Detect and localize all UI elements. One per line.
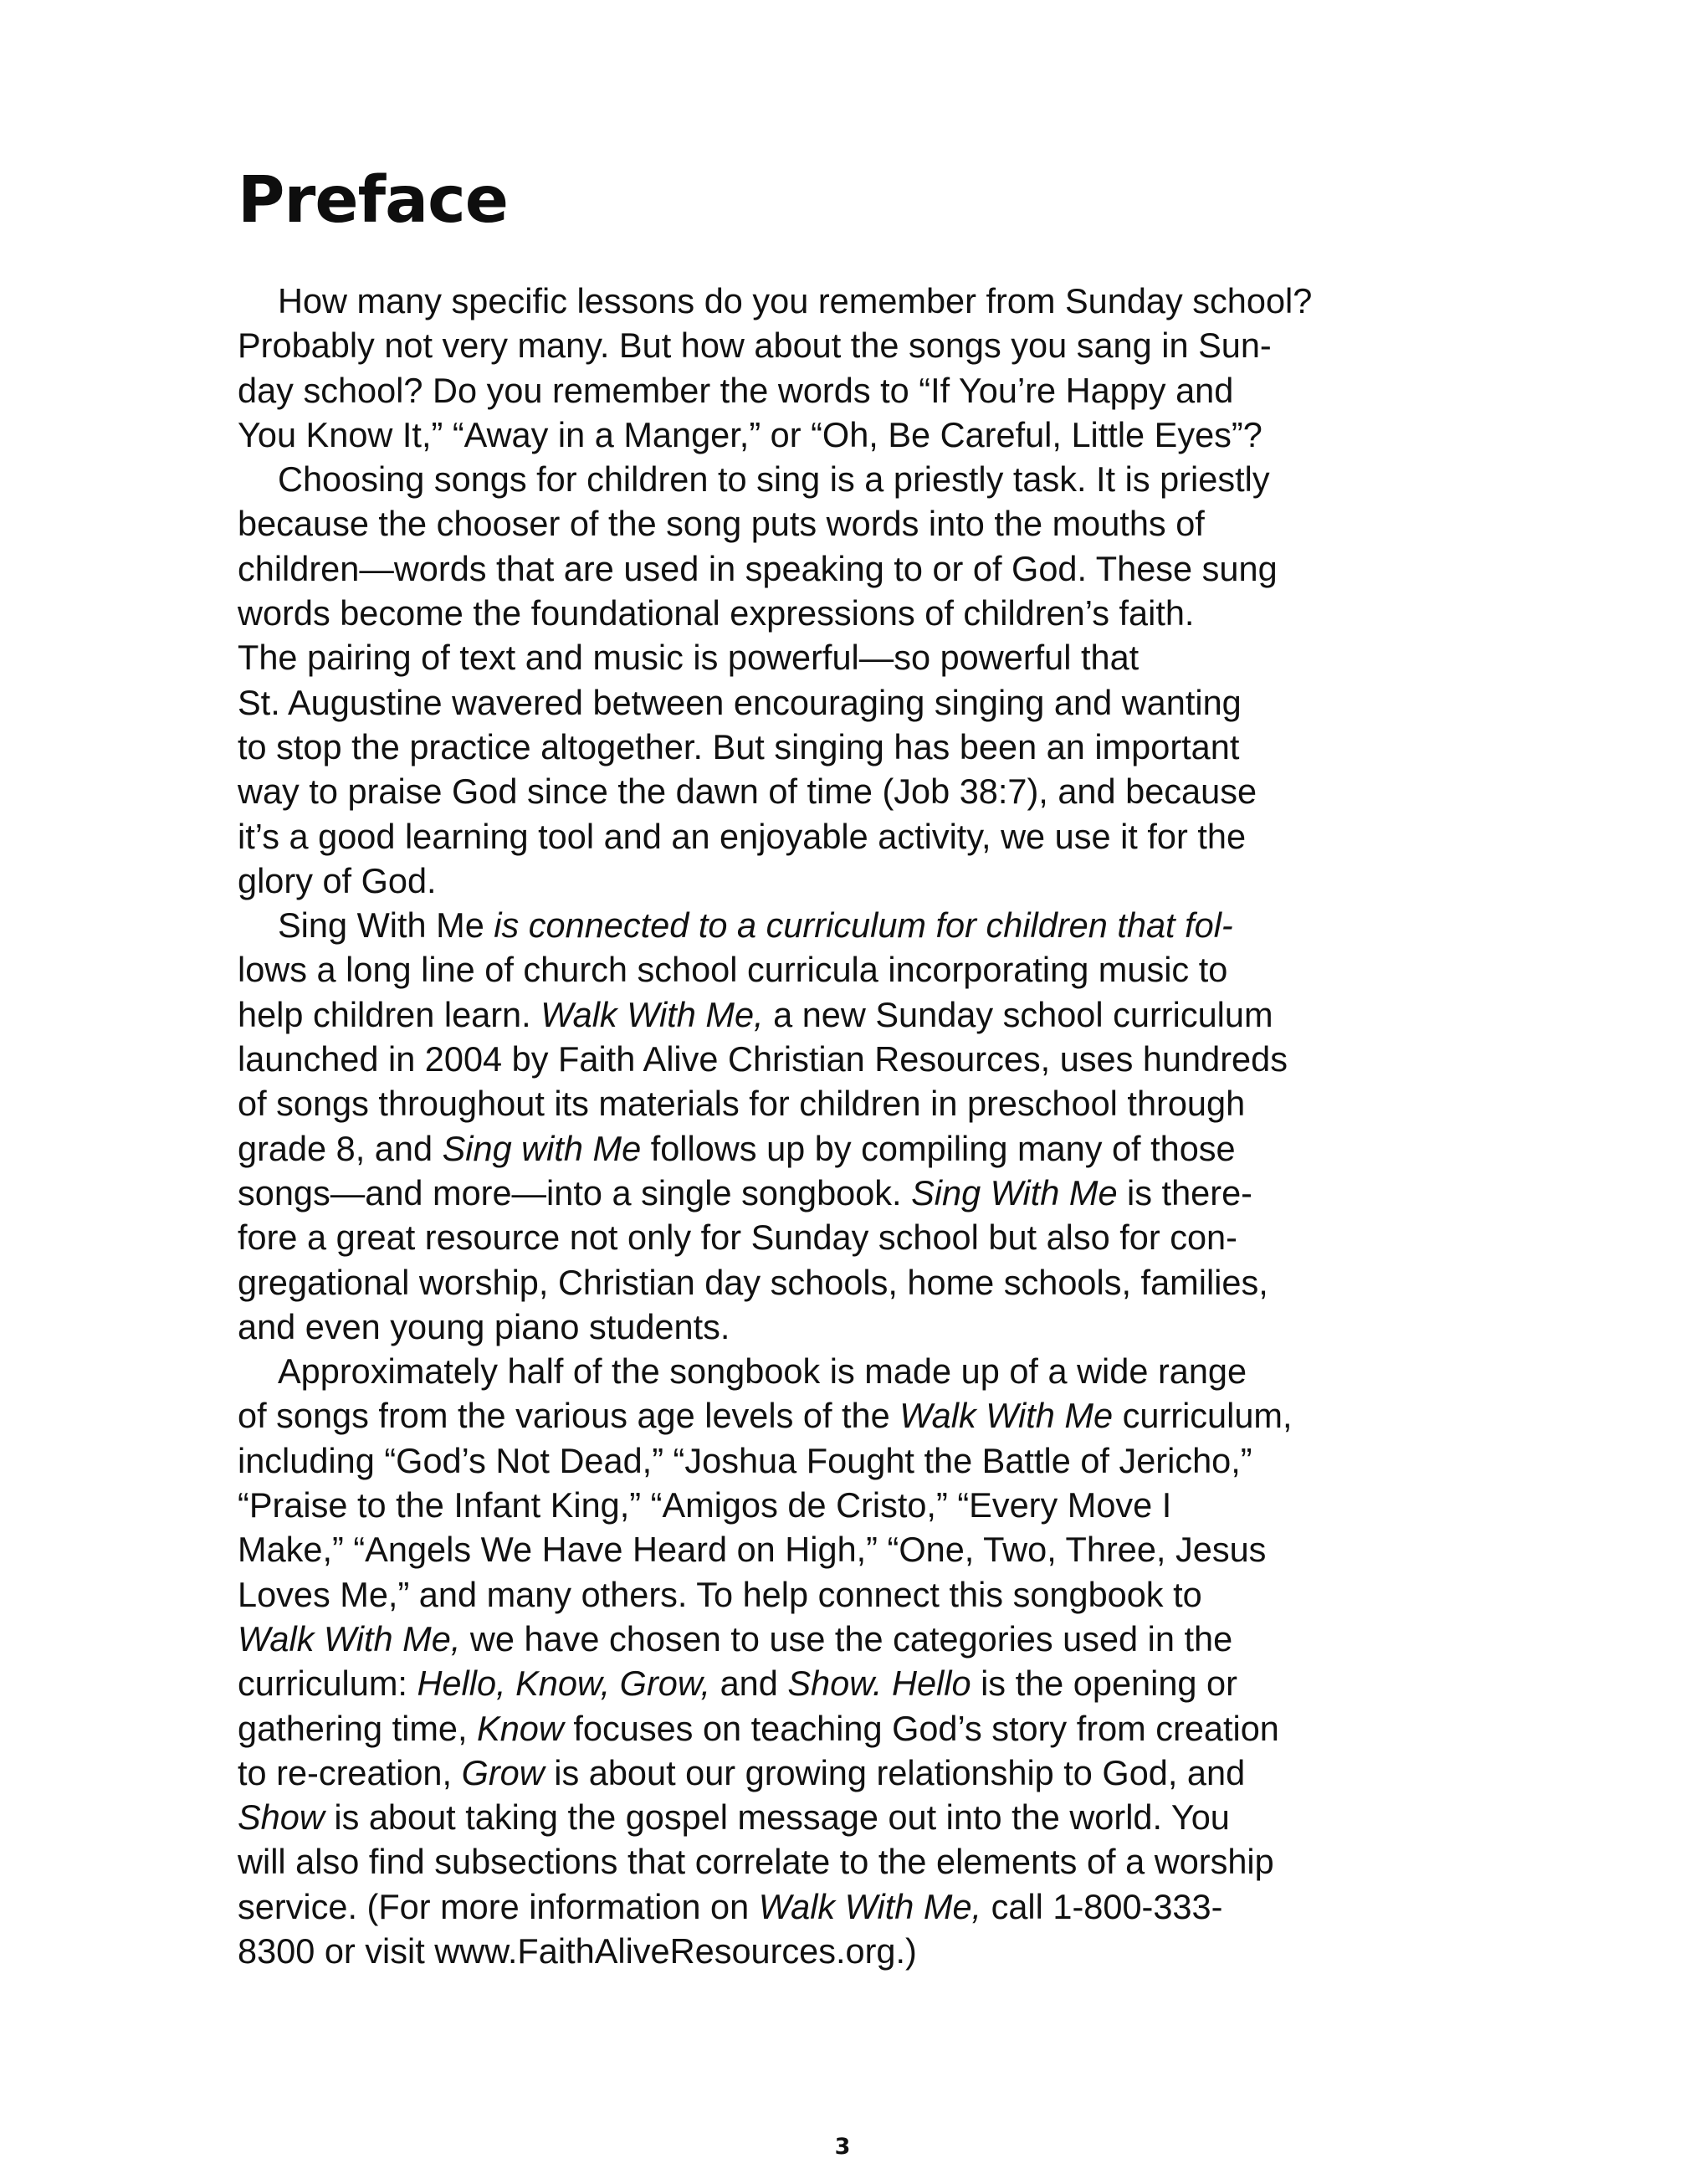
text-segment: a new Sunday school curriculum — [763, 994, 1273, 1034]
text-line — [238, 413, 1426, 457]
text-segment: Make,” “Angels We Have Heard on High,” “One, Two, Three, Jesus — [238, 1530, 1267, 1570]
text-segment: words become the foundational expressions of children’s faith. — [238, 593, 1195, 633]
page-title: Preface — [238, 163, 508, 238]
text-line — [238, 279, 1426, 323]
text-segment: is the opening or — [971, 1664, 1237, 1704]
text-segment: How many specific lessons do you remember from Sunday school? — [278, 281, 1313, 320]
text-line — [238, 368, 1426, 413]
text-segment: The pairing of text and music is powerful—so powerful that — [238, 638, 1140, 678]
text-segment: because the chooser of the song puts words into the mouths of — [238, 504, 1205, 544]
italic-title: Show — [238, 1797, 325, 1838]
italic-title: Grow — [461, 1752, 545, 1792]
text-segment: St. Augustine wavered between encouraging singing and wanting — [238, 682, 1242, 722]
text-line — [238, 1617, 1426, 1661]
text-segment: Probably not very many. But how about the songs you sang in Sun- — [238, 326, 1272, 366]
text-segment: Sing With Me — [278, 905, 484, 946]
text-line — [238, 1661, 1426, 1705]
preface-body — [238, 279, 1426, 1973]
text-segment: and even young piano students. — [238, 1306, 730, 1346]
text-segment: focuses on teaching God’s story from creation — [563, 1708, 1279, 1748]
text-segment: of songs throughout its materials for children in preschool through — [238, 1084, 1246, 1124]
text-segment: Loves Me,” and many others. To help connect this songbook to — [238, 1574, 1202, 1614]
text-line — [238, 635, 1426, 679]
text-segment: curriculum: — [238, 1664, 417, 1704]
text-line — [238, 992, 1426, 1037]
text-line — [238, 1260, 1426, 1305]
text-line — [238, 1706, 1426, 1751]
text-line — [238, 1929, 1426, 1973]
text-segment: and — [710, 1664, 788, 1704]
text-line — [238, 591, 1426, 635]
text-segment: is about taking the gospel message out into the world. You — [324, 1797, 1230, 1838]
text-line — [238, 769, 1426, 813]
italic-title: is connected to a curriculum for children that fol- — [484, 905, 1233, 946]
text-line — [238, 1527, 1426, 1571]
text-line — [238, 1171, 1426, 1215]
italic-title: Show. — [787, 1664, 883, 1704]
text-segment: follows up by compiling many of those — [641, 1128, 1236, 1168]
text-line — [238, 1393, 1426, 1438]
page-number: 3 — [834, 2134, 851, 2160]
text-segment: fore a great resource not only for Sunday school but also for con- — [238, 1218, 1237, 1258]
text-line — [238, 1839, 1426, 1884]
text-segment: is there- — [1117, 1172, 1252, 1212]
text-segment: we have chosen to use the categories used in the — [460, 1618, 1233, 1659]
text-line — [238, 1305, 1426, 1349]
text-segment: You Know It,” “Away in a Manger,” or “Oh, Be Careful, Little Eyes”? — [238, 414, 1262, 454]
text-line — [238, 1037, 1426, 1081]
paragraph — [238, 1349, 1426, 1973]
text-segment: is about our growing relationship to God, and — [544, 1752, 1246, 1792]
text-line — [238, 501, 1426, 546]
italic-title: Walk With Me, — [758, 1886, 982, 1926]
text-line — [238, 1483, 1426, 1527]
italic-title: Walk With Me, — [540, 994, 764, 1034]
text-line — [238, 1438, 1426, 1483]
text-line — [238, 903, 1426, 947]
text-line — [238, 323, 1426, 367]
italic-title: Know — [477, 1708, 564, 1748]
text-segment: to re-creation, — [238, 1752, 462, 1792]
text-segment: Approximately half of the songbook is made up of a wide range — [278, 1351, 1247, 1392]
paragraph — [238, 279, 1426, 457]
text-segment: service. (For more information on — [238, 1886, 759, 1926]
text-segment: it’s a good learning tool and an enjoyable activity, we use it for the — [238, 816, 1247, 856]
text-segment: of songs from the various age levels of the — [238, 1396, 900, 1436]
text-segment: launched in 2004 by Faith Alive Christian Resources, uses hundreds — [238, 1039, 1288, 1079]
text-line — [238, 859, 1426, 903]
text-segment: call 1-800-333- — [981, 1886, 1223, 1926]
text-line — [238, 947, 1426, 992]
text-line — [238, 1349, 1426, 1393]
text-line — [238, 1126, 1426, 1171]
paragraph — [238, 903, 1426, 1349]
text-line — [238, 814, 1426, 859]
text-line — [238, 1751, 1426, 1795]
text-segment: way to praise God since the dawn of time (Job 38:7), and because — [238, 772, 1257, 812]
text-segment: “Praise to the Infant King,” “Amigos de Cristo,” “Every Move I — [238, 1485, 1172, 1525]
text-segment: to stop the practice altogether. But singing has been an important — [238, 726, 1240, 766]
text-segment: Choosing songs for children to sing is a priestly task. It is priestly — [278, 459, 1270, 500]
text-segment: glory of God. — [238, 860, 437, 900]
text-segment: songs—and more—into a single songbook. — [238, 1172, 912, 1212]
text-line — [238, 1884, 1426, 1929]
text-segment: including “God’s Not Dead,” “Joshua Fought the Battle of Jericho,” — [238, 1440, 1252, 1480]
italic-title: Hello — [891, 1664, 971, 1704]
text-segment: gregational worship, Christian day schools, home schools, families, — [238, 1262, 1268, 1302]
text-segment: will also find subsections that correlate to the elements of a worship — [238, 1842, 1274, 1882]
italic-title: Sing with Me — [442, 1128, 642, 1168]
text-line — [238, 680, 1426, 725]
text-segment: children—words that are used in speaking to or of God. These sung — [238, 548, 1278, 588]
text-line — [238, 1081, 1426, 1125]
italic-title: Walk With Me — [899, 1396, 1114, 1436]
text-line — [238, 725, 1426, 769]
italic-title: Hello, Know, Grow, — [417, 1664, 711, 1704]
text-segment: gathering time, — [238, 1708, 478, 1748]
text-line — [238, 1795, 1426, 1839]
italic-title: Sing With Me — [911, 1172, 1118, 1212]
text-line — [238, 1215, 1426, 1259]
italic-title: Walk With Me, — [238, 1618, 461, 1659]
text-segment: day school? Do you remember the words to “If You’re Happy and — [238, 370, 1234, 410]
text-segment: curriculum, — [1113, 1396, 1293, 1436]
text-line — [238, 546, 1426, 591]
text-segment: help children learn. — [238, 994, 541, 1034]
text-segment — [882, 1664, 892, 1703]
text-segment: grade 8, and — [238, 1128, 443, 1168]
text-segment: 8300 or visit www.FaithAliveResources.org.) — [238, 1930, 917, 1971]
paragraph — [238, 457, 1426, 903]
text-line — [238, 1572, 1426, 1617]
text-line — [238, 457, 1426, 501]
text-segment: lows a long line of church school curricula incorporating music to — [238, 950, 1228, 990]
